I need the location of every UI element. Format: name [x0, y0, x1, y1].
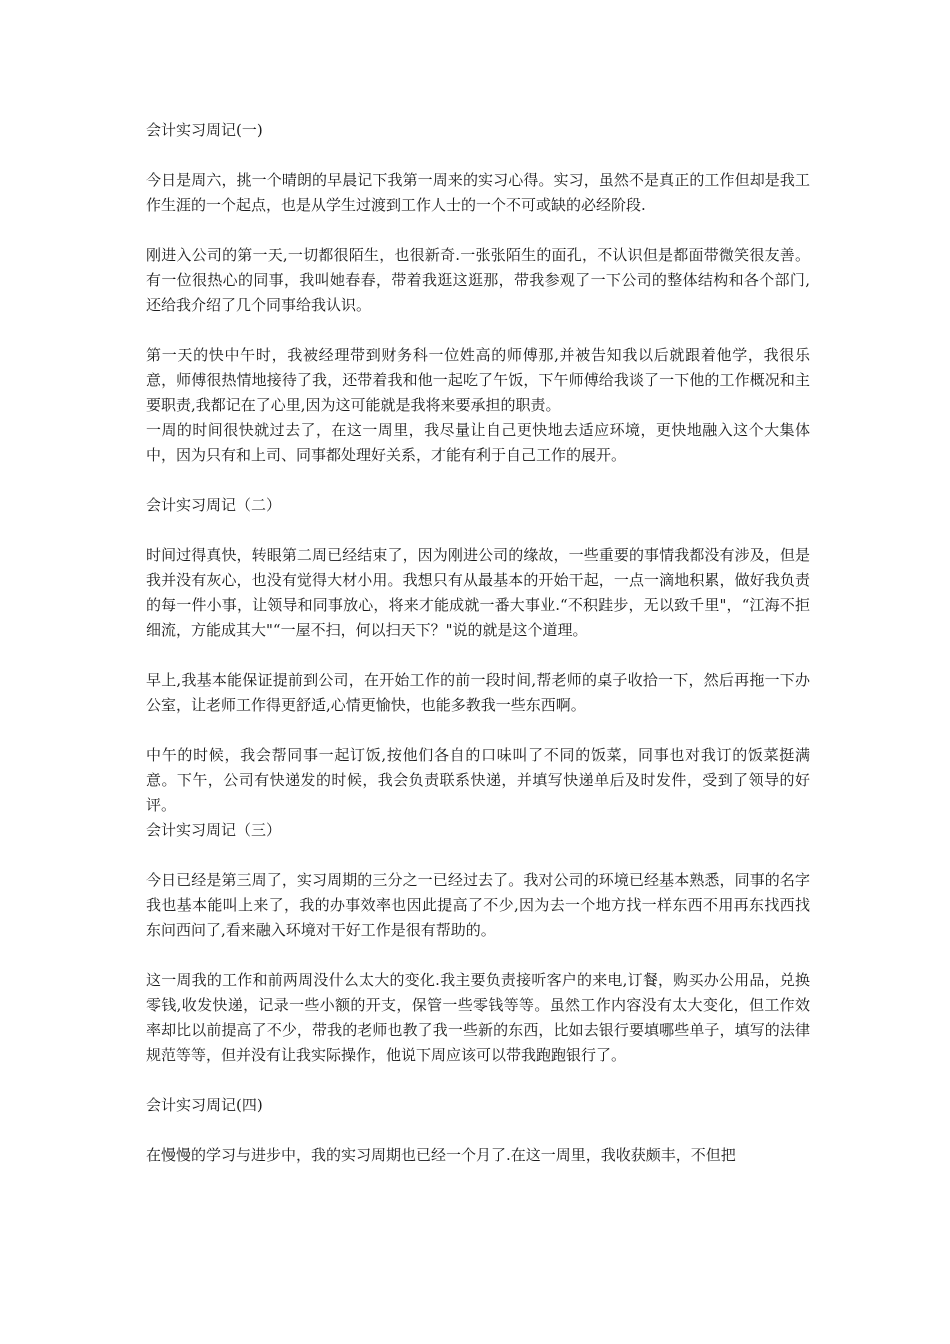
- section-heading: 会计实习周记(一): [146, 121, 263, 139]
- paragraph-spacer: [146, 1118, 810, 1143]
- document-page: [146, 118, 810, 1168]
- paragraph-spacer: [146, 468, 810, 493]
- paragraph: 这一周我的工作和前两周没什么太大的变化.我主要负责接听客户的来电,订餐，购买办公用品，兑换零钱,收发快递，记录一些小额的开支，保管一些零钱等等。虽然工作内容没有太大变化，但工作效率却比以前提高了不少，带我的老师也教了我一些新的东西，比如去银行要填哪些单子，填写的法律规范等等，但并没有让我实际操作，他说下周应该可以带我跑跑银行了。: [146, 971, 810, 1064]
- paragraph: 时间过得真快，转眼第二周已经结束了，因为刚进公司的缘故，一些重要的事情我都没有涉及，但是我并没有灰心，也没有觉得大材小用。我想只有从最基本的开始干起，一点一滴地积累，做好我负责的每一件小事，让领导和同事放心，将来才能成就一番大事业.“不积跬步，无以致千里"，“江海不拒细流，方能成其大"“一屋不扫，何以扫天下？"说的就是这个道理。: [146, 546, 810, 639]
- paragraph: 在慢慢的学习与进步中，我的实习周期也已经一个月了.在这一周里，我收获颇丰，不但把: [146, 1146, 736, 1164]
- section-heading: 会计实习周记（二）: [146, 496, 282, 514]
- paragraph: 第一天的快中午时，我被经理带到财务科一位姓高的师傅那,并被告知我以后就跟着他学，我很乐意，师傅很热情地接待了我，还带着我和他一起吃了午饭，下午师傅给我谈了一下他的工作概况和主要职责,我都记在了心里,因为这可能就是我将来要承担的职责。: [146, 346, 810, 414]
- paragraph: 中午的时候，我会帮同事一起订饭,按他们各自的口味叫了不同的饭菜，同事也对我订的饭菜挺满意。下午，公司有快递发的时候，我会负责联系快递，并填写快递单后及时发件，受到了领导的好评。: [146, 746, 810, 814]
- paragraph-spacer: [146, 518, 810, 543]
- paragraph-spacer: [146, 718, 810, 743]
- paragraph-spacer: [146, 1068, 810, 1093]
- paragraph: 刚进入公司的第一天,一切都很陌生，也很新奇.一张张陌生的面孔，不认识但是都面带微笑很友善。有一位很热心的同事，我叫她春春，带着我逛这逛那，带我参观了一下公司的整体结构和各个部门,还给我介绍了几个同事给我认识。: [146, 246, 810, 314]
- paragraph-spacer: [146, 143, 810, 168]
- section-heading: 会计实习周记（三）: [146, 821, 282, 839]
- paragraph: 今日已经是第三周了，实习周期的三分之一已经过去了。我对公司的环境已经基本熟悉，同事的名字我也基本能叫上来了，我的办事效率也因此提高了不少,因为去一个地方找一样东西不用再东找西找东问西问了,看来融入环境对干好工作是很有帮助的。: [146, 871, 810, 939]
- section-heading: 会计实习周记(四): [146, 1096, 263, 1114]
- paragraph-spacer: [146, 218, 810, 243]
- paragraph-spacer: [146, 643, 810, 668]
- paragraph: 一周的时间很快就过去了，在这一周里，我尽量让自己更快地去适应环境，更快地融入这个大集体中，因为只有和上司、同事都处理好关系，才能有利于自己工作的展开。: [146, 421, 810, 464]
- paragraph-spacer: [146, 943, 810, 968]
- paragraph-spacer: [146, 843, 810, 868]
- paragraph: 今日是周六，挑一个晴朗的早晨记下我第一周来的实习心得。实习，虽然不是真正的工作但却是我工作生涯的一个起点，也是从学生过渡到工作人士的一个不可或缺的必经阶段.: [146, 171, 810, 214]
- paragraph-spacer: [146, 318, 810, 343]
- paragraph: 早上,我基本能保证提前到公司，在开始工作的前一段时间,帮老师的桌子收拾一下，然后再拖一下办公室，让老师工作得更舒适,心情更愉快，也能多教我一些东西啊。: [146, 671, 810, 714]
